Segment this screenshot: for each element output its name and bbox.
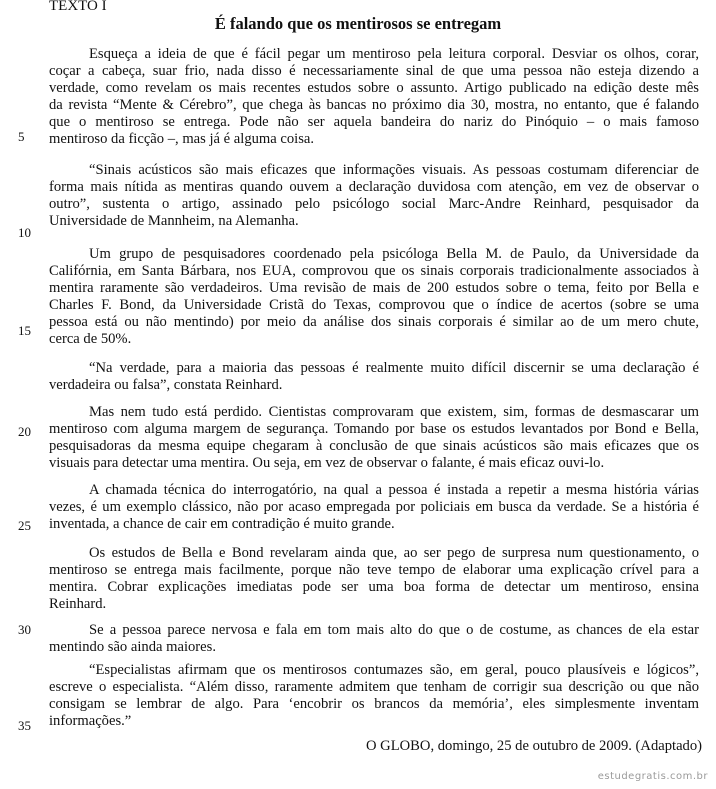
paragraph-line: informações.” bbox=[49, 713, 132, 729]
paragraph-line: Universidade de Mannheim, na Alemanha. bbox=[49, 213, 299, 229]
line-number: 15 bbox=[18, 323, 31, 338]
paragraph-line: coçar a cabeça, suar frio, nada disso é necessariamente sinal de que uma pessoa não esteja dizendo a bbox=[49, 63, 699, 79]
paragraph-line: Esqueça a ideia de que é fácil pegar um mentiroso pela leitura corporal. Desviar os olhos, corar, bbox=[89, 46, 699, 62]
text-label: TEXTO I bbox=[49, 0, 107, 14]
paragraph-line: A chamada técnica do interrogatório, na qual a pessoa é instada a repetir a mesma história várias bbox=[89, 482, 699, 498]
paragraph-line: mentira. Cobrar explicações imediatas pode ser uma boa forma de detectar um mentiroso, ensina bbox=[49, 579, 699, 595]
paragraph-line: “Sinais acústicos são mais eficazes que informações visuais. As pessoas costumam diferenciar de bbox=[89, 162, 699, 178]
paragraph-line: da revista “Mente & Cérebro”, que chega às bancas no próximo dia 30, mostra, no entanto, que é falando bbox=[49, 97, 699, 113]
paragraph-line: forma mais nítida as mentiras quando ouvem a declaração duvidosa com atenção, em vez de observar o bbox=[49, 179, 699, 195]
paragraph-line: Um grupo de pesquisadores coordenado pela psicóloga Bella M. de Paulo, da Universidade da bbox=[89, 246, 699, 262]
paragraph-line: escreve o especialista. “Além disso, raramente admitem que tenham de corrigir sua descrição ou que não bbox=[49, 679, 699, 695]
paragraph-line: Charles F. Bond, da Universidade Cristã do Texas, comprovou que o índice de acertos (sobre se uma bbox=[49, 297, 699, 313]
paragraph-line: mentiroso se entrega mais facilmente, porque não teve tempo de elaborar uma explicação crível para a bbox=[49, 562, 699, 578]
paragraph-line: cerca de 50%. bbox=[49, 331, 132, 347]
paragraph-line: mentiroso da ficção –, mas já é alguma coisa. bbox=[49, 131, 315, 147]
line-number: 25 bbox=[18, 518, 31, 533]
line-number: 30 bbox=[18, 622, 31, 637]
paragraph-line: Califórnia, em Santa Bárbara, nos EUA, comprovou que os sinais corporais tradicionalmente associados à bbox=[49, 263, 699, 279]
paragraph-line: “Especialistas afirmam que os mentirosos contumazes são, em geral, pouco plausíveis e lógicos”, bbox=[89, 662, 699, 678]
article-title: É falando que os mentirosos se entregam bbox=[214, 14, 502, 33]
line-number: 10 bbox=[18, 225, 31, 240]
paragraph-line: vezes, é um exemplo clássico, não por acaso empregada por policiais em busca da verdade. Se a história é bbox=[49, 499, 699, 515]
paragraph-line: mentira raramente são verdadeiros. Uma revisão de mais de 200 estudos sobre o tema, feito por Bella e bbox=[49, 280, 699, 296]
paragraph-line: visuais para detectar uma mentira. Ou seja, em vez de observar o falante, é mais eficaz ouvi-lo. bbox=[49, 455, 605, 471]
paragraph-line: Se a pessoa parece nervosa e fala em tom mais alto do que o de costume, as chances de ela estar bbox=[89, 622, 699, 638]
paragraph-line: pessoa está ou não mentindo) por meio da análise dos sinais corporais é similar ao de um mero chute, bbox=[49, 314, 699, 330]
paragraph-line: outro”, sustenta o artigo, assinado pelo psicólogo social Marc-Andre Reinhard, pesquisador da bbox=[49, 196, 699, 212]
paragraph-line: mentindo são ainda maiores. bbox=[49, 639, 216, 655]
paragraph-line: que o mentiroso se entrega. Pode não ser aquela bandeira do nariz do Pinóquio – o mais famoso bbox=[49, 114, 699, 130]
paragraph-line: “Na verdade, para a maioria das pessoas é realmente muito difícil discernir se uma declaração é bbox=[89, 360, 699, 376]
paragraph-line: Os estudos de Bella e Bond revelaram ainda que, ao ser pego de surpresa num questionamento, o bbox=[89, 545, 699, 561]
line-number: 20 bbox=[18, 424, 31, 439]
source-citation: O GLOBO, domingo, 25 de outubro de 2009. (Adaptado) bbox=[365, 738, 702, 754]
paragraph-line: Mas nem tudo está perdido. Cientistas comprovaram que existem, sim, formas de desmascarar um bbox=[89, 404, 699, 420]
paragraph-line: mentiroso com alguma margem de segurança. Tomando por base os estudos levantados por Bond e Bella, bbox=[49, 421, 699, 437]
line-number: 35 bbox=[18, 718, 31, 733]
paragraph-line: consigam se lembrar de algo. Para ‘encobrir os brancos da memória’, eles simplesmente inventam bbox=[49, 696, 699, 712]
watermark: estudegratis.com.br bbox=[597, 771, 708, 782]
paragraph-line: inventada, a chance de cair em contradição é muito grande. bbox=[49, 516, 395, 532]
paragraph-line: pesquisadoras da mesma equipe chegaram à conclusão de que sinais acústicos são mais eficazes que os bbox=[49, 438, 699, 454]
paragraph-line: verdadeira ou falsa”, constata Reinhard. bbox=[49, 377, 283, 393]
paragraph-line: Reinhard. bbox=[49, 596, 107, 612]
paragraph-line: verdade, como revelam os mais recentes estudos sobre o assunto. Artigo publicado na edição deste mês bbox=[49, 80, 699, 96]
line-number: 5 bbox=[18, 129, 25, 144]
